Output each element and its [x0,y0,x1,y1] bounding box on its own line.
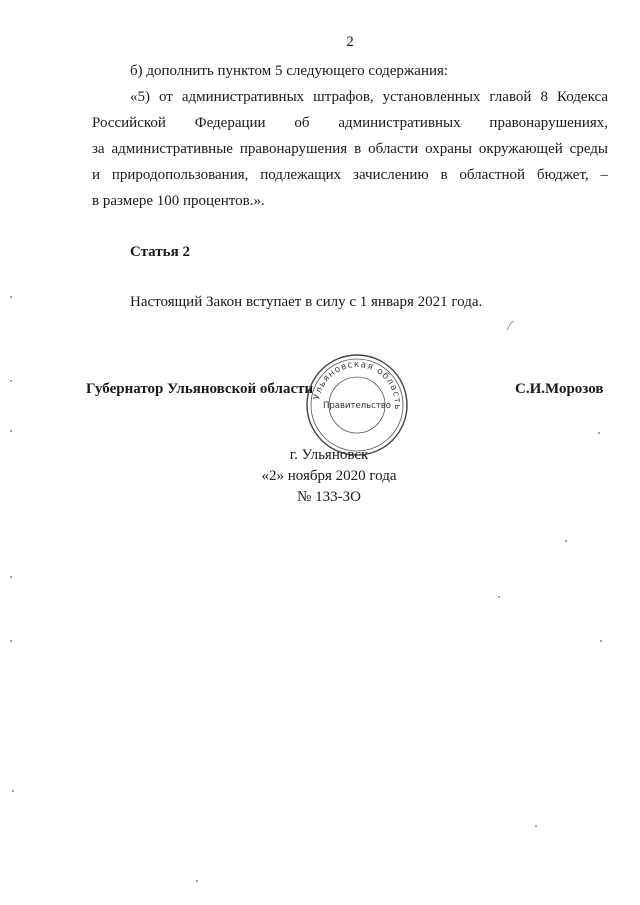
footer-date: «2» ноября 2020 года [261,468,397,484]
seal-graphic [304,352,410,458]
scan-speck [565,540,567,542]
scan-speck [12,790,14,792]
svg-text:Ульяновская область: Ульяновская область [312,359,403,411]
scan-speck [10,296,12,298]
svg-text:Правительство: Правительство [323,401,391,411]
quote-line-5: в размере 100 процентов.». [92,193,265,209]
scan-speck [535,825,537,827]
quote-line-4: и природопользования, подлежащих зачислению в областной бюджет, – [92,167,608,183]
signature-position: Губернатор Ульяновской области [86,381,314,397]
scan-speck [600,640,602,642]
quote-line-2: Российской Федерации об административных правонарушениях, [92,115,608,131]
scan-mark-graphic [505,319,515,331]
scan-mark [505,318,515,330]
scan-speck [10,640,12,642]
scan-speck [598,432,600,434]
paragraph-b: б) дополнить пунктом 5 следующего содержания: [130,63,449,79]
scan-speck [196,880,198,882]
signature-name: С.И.Морозов [515,381,604,397]
scan-speck [10,430,12,432]
page-number: 2 [346,34,354,50]
footer-city: г. Ульяновск [289,447,369,463]
quote-line-3: за административные правонарушения в области охраны окружающей среды [92,141,608,157]
article-text: Настоящий Закон вступает в силу с 1 января 2021 года. [130,294,483,310]
official-seal [304,352,410,458]
article-heading: Статья 2 [130,244,190,260]
scan-speck [10,380,12,382]
quote-line-1: «5) от административных штрафов, установленных главой 8 Кодекса [130,89,608,105]
scan-speck [498,596,500,598]
scan-speck [10,576,12,578]
footer-number: № 133-ЗО [297,489,361,505]
